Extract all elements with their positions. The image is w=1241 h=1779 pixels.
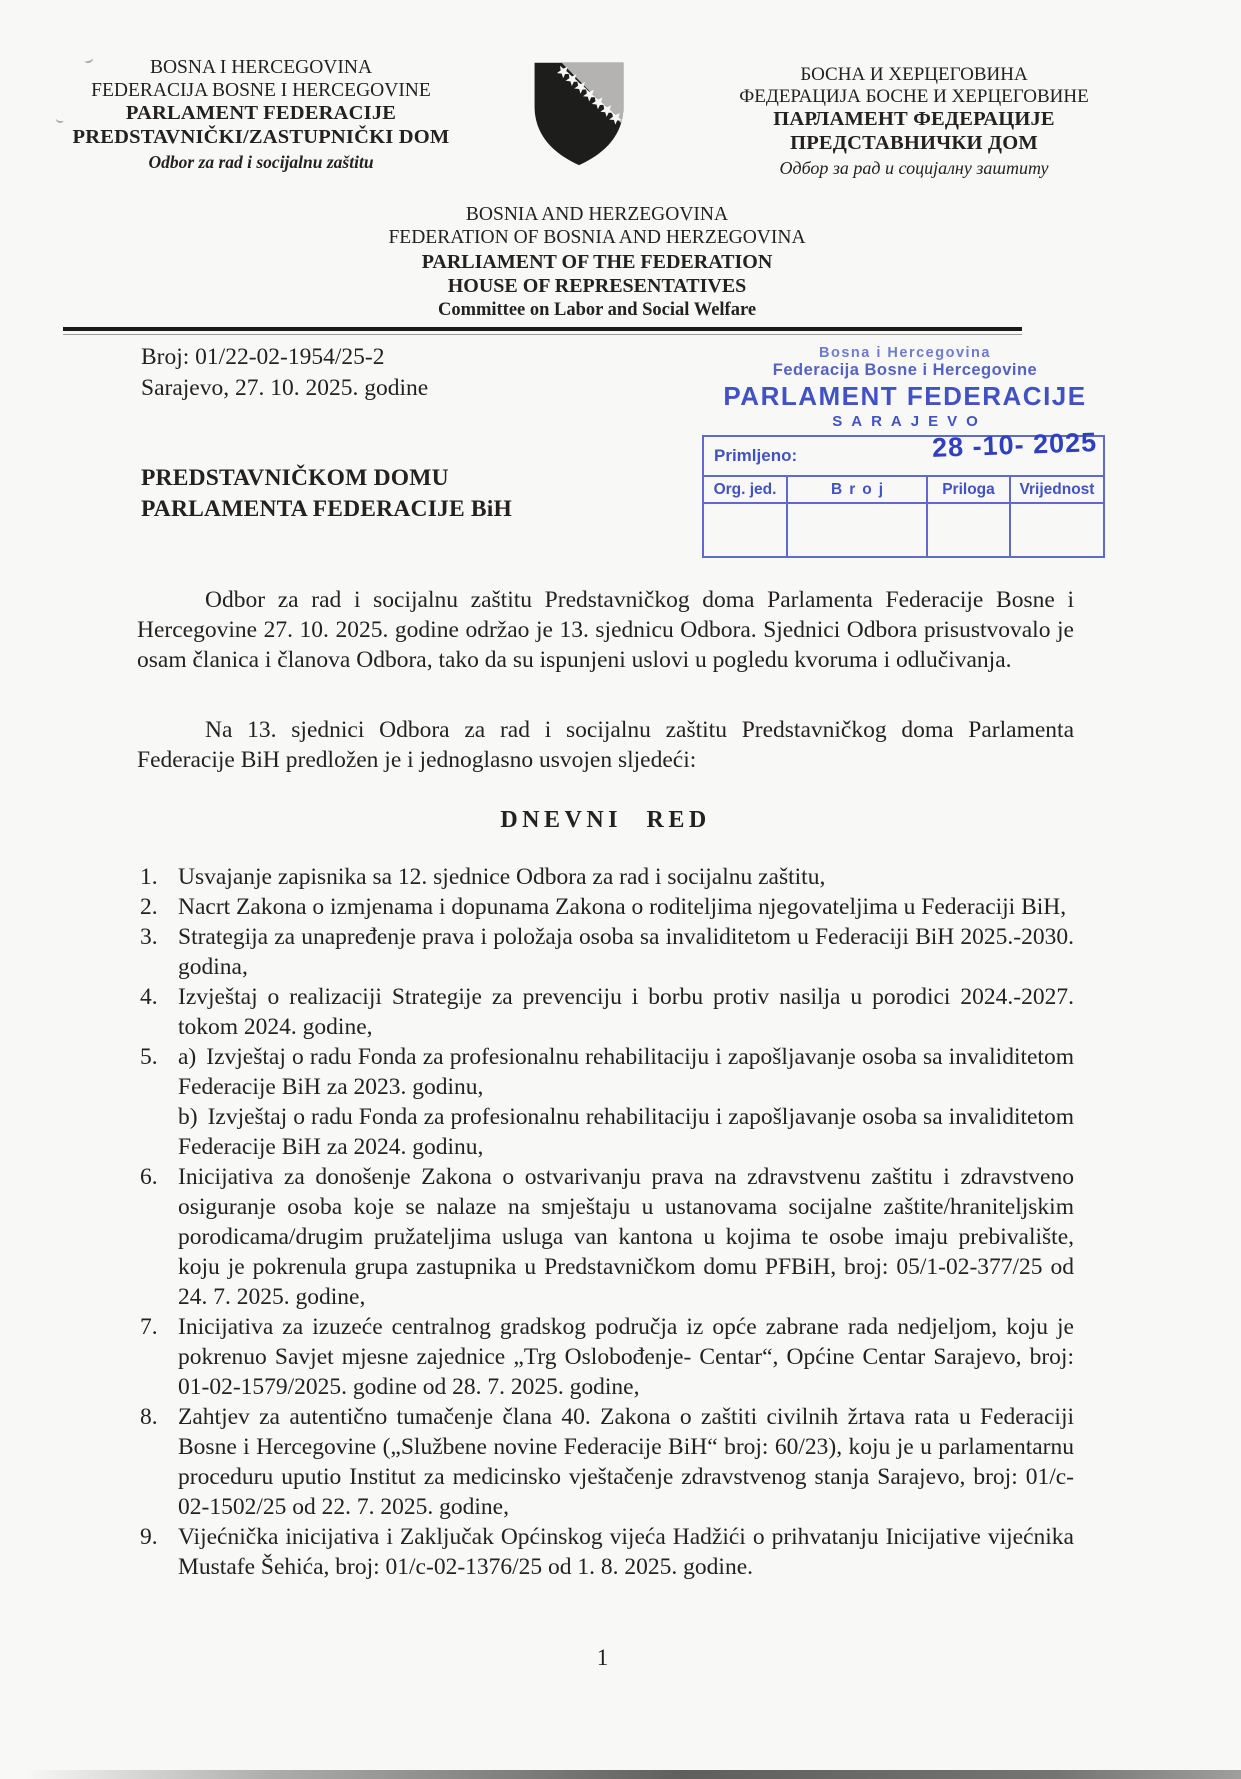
list-item — [137, 1402, 1074, 1522]
list-subitem — [178, 1042, 1074, 1102]
house-name-en: HOUSE OF REPRESENTATIVES — [447, 274, 747, 297]
federation-name-en: FEDERATION OF BOSNIA AND HERZEGOVINA — [388, 227, 806, 249]
stamp-empty-cell — [788, 504, 928, 556]
list-item-text: Nacrt Zakona o izmjenama i dopunama Zakona o roditeljima njegovateljima u Federaciji BiH, — [178, 894, 1067, 920]
scan-artifact — [55, 115, 64, 124]
stamp-federation: Federacija Bosne i Hercegovine — [772, 361, 1038, 379]
header-divider-rule — [63, 327, 1022, 335]
list-item-text: Usvajanje zapisnika sa 12. sjednice Odbora za rad i socijalnu zaštitu, — [178, 864, 826, 890]
document-meta — [141, 342, 428, 404]
document-number: Broj: 01/22-02-1954/25-2 — [141, 344, 385, 370]
parliament-name-en: PARLIAMENT OF THE FEDERATION — [421, 250, 773, 273]
stamp-empty-cell — [704, 504, 788, 556]
list-item-number: 1. — [140, 864, 158, 890]
received-stamp — [655, 340, 1155, 558]
stamp-empty-cell — [928, 504, 1011, 556]
list-item-text: Vijećnička inicijativa i Zaključak Općinskog vijeća Hadžići o prihvatanju Inicijative vijećnika Mustafe Šehića, broj: 01/c-02-1376/25 od 1. 8. 2025. godine. — [178, 1524, 1074, 1580]
list-item — [137, 1312, 1074, 1402]
list-item-text: Zahtjev za autentično tumačenje člana 40. Zakona o zaštiti civilnih žrtava rata u Federaciji Bosne i Hercegovine („Službene novine Federacije BiH“ broj: 60/23), koju je u parlamentarnu proceduru uputio Institut za medicinsko vještačenje zdravstvenog stanja Sarajevo, broj: 01/c-02-1502/25 od 22. 7. 2025. godine, — [178, 1404, 1074, 1520]
adoption-paragraph: Na 13. sjednici Odbora za rad i socijalnu zaštitu Predstavničkog doma Parlamenta Federacije BiH predložen je i jednoglasno usvojen sljedeći: — [137, 717, 1074, 773]
country-name-en: BOSNIA AND HERZEGOVINA — [465, 204, 729, 225]
stamp-empty-cell — [1011, 504, 1103, 556]
stamp-table-header — [704, 477, 1103, 504]
header-right-cyrillic — [688, 64, 1140, 178]
list-item-number: 3. — [140, 924, 158, 950]
document-date: Sarajevo, 27. 10. 2025. godine — [141, 375, 429, 401]
list-subitem-text: Izvještaj o radu Fonda za profesionalnu rehabilitaciju i zapošljavanje osoba sa invaliditetom Federacije BiH za 2023. godinu, — [178, 1044, 1074, 1100]
header-left-bosnian — [68, 57, 454, 172]
addressee-line-2: PARLAMENTA FEDERACIJE BiH — [141, 496, 513, 522]
coat-of-arms-icon — [523, 56, 635, 170]
list-subitem-label: b) — [178, 1104, 198, 1130]
list-subitem-text: Izvještaj o radu Fonda za profesionalnu rehabilitaciju i zapošljavanje osoba sa invaliditetom Federacije BiH za 2024. godinu, — [178, 1104, 1074, 1160]
list-item-number: 9. — [140, 1524, 158, 1550]
page-number: 1 — [596, 1645, 609, 1670]
stamp-table-empty-row — [704, 504, 1103, 556]
list-item — [137, 1162, 1074, 1312]
document-body — [137, 585, 1074, 1582]
stamp-col-broj: Broj — [788, 477, 928, 502]
federation-name-cyr: ФЕДЕРАЦИЈА БОСНЕ И ХЕРЦЕГОВИНЕ — [739, 86, 1089, 108]
list-item-number: 8. — [140, 1404, 158, 1430]
list-item — [137, 892, 1074, 922]
list-item-number: 4. — [140, 984, 158, 1010]
committee-name-cyr: Одбор за рад и социјалну заштиту — [779, 157, 1049, 178]
country-name: BOSNA I HERCEGOVINA — [149, 57, 373, 78]
committee-name: Odbor za rad i socijalnu zaštitu — [148, 151, 374, 172]
stamp-col-priloga: Priloga — [928, 477, 1011, 502]
stamp-city: SARAJEVO — [832, 413, 987, 430]
list-item-text — [178, 1042, 1074, 1162]
list-item-text: Strategija za unapređenje prava i položaja osoba sa invaliditetom u Federaciji BiH 2025.-2030. godina, — [178, 924, 1074, 980]
list-item — [137, 1042, 1074, 1162]
list-item-number: 6. — [140, 1164, 158, 1190]
stamp-date: 28 -10- 2025 — [931, 427, 1098, 463]
house-name-cyr: ПРЕДСТАВНИЧКИ ДОМ — [790, 131, 1038, 154]
stamp-parliament: PARLAMENT FEDERACIJE — [723, 381, 1087, 411]
parliament-name-cyr: ПАРЛАМЕНТ ФЕДЕРАЦИЈЕ — [773, 108, 1055, 131]
list-item-number: 7. — [140, 1314, 158, 1340]
federation-name: FEDERACIJA BOSNE I HERCEGOVINE — [91, 79, 431, 101]
stamp-received-label: Primljeno: — [714, 446, 798, 465]
stamp-col-org: Org. jed. — [704, 477, 788, 502]
country-name-cyr: БОСНА И ХЕРЦЕГОВИНА — [800, 64, 1028, 85]
list-item-text: Izvještaj o realizaciji Strategije za prevenciju i borbu protiv nasilja u porodici 2024.-2027. tokom 2024. godine, — [178, 984, 1074, 1040]
shield-graphic — [523, 56, 635, 170]
list-item — [137, 922, 1074, 982]
list-item — [137, 862, 1074, 892]
list-item — [137, 982, 1074, 1042]
header-center-english — [0, 203, 1194, 321]
stamp-country: Bosna i Hercegovina — [819, 345, 991, 361]
intro-paragraph: Odbor za rad i socijalnu zaštitu Predstavničkog doma Parlamenta Federacije Bosne i Hercegovine 27. 10. 2025. godine održao je 13. sjednicu Odbora. Sjednici Odbora prisustvovalo je osam članica i članova Odbora, tako da su ispunjeni uslovi u pogledu kvoruma i odlučivanja. — [137, 587, 1074, 673]
stamp-col-vrijednost: Vrijednost — [1019, 481, 1095, 498]
list-item-text: Inicijativa za donošenje Zakona o ostvarivanju prava na zdravstvenu zaštitu i zdravstveno osiguranje osoba koje se nalaze na smještaju u ustanovama socijalne zaštite/hraniteljskim porodicama/drugim pružateljima usluga van kantona u kojima te osobe imaju prebivalište, koju je pokrenula grupa zastupnika u Predstavničkom domu PFBiH, broj: 05/1-02-377/25 od 24. 7. 2025. godine, — [178, 1164, 1074, 1310]
parliament-name: PARLAMENT FEDERACIJE — [125, 102, 397, 125]
list-item-text: Inicijativa za izuzeće centralnog gradskog područja iz opće zabrane rada nedjeljom, koju je pokrenuo Savjet mjesne zajednice „Trg Oslobođenje- Centar“, Općine Centar Sarajevo, broj: 01-02-1579/2025. godine od 28. 7. 2025. godine, — [178, 1314, 1074, 1400]
addressee-block — [141, 463, 512, 525]
committee-name-en: Committee on Labor and Social Welfare — [437, 299, 757, 320]
agenda-title: DNEVNI RED — [500, 807, 711, 833]
list-item-number: 5. — [140, 1044, 158, 1070]
agenda-list — [137, 862, 1074, 1582]
list-item — [137, 1522, 1074, 1582]
house-name: PREDSTAVNIČKI/ZASTUPNIČKI DOM — [72, 125, 450, 148]
list-subitem-label: a) — [178, 1044, 197, 1070]
addressee-line-1: PREDSTAVNIČKOM DOMU — [141, 465, 449, 491]
stamp-table — [702, 427, 1105, 558]
list-subitem — [178, 1102, 1074, 1162]
scan-bottom-edge — [0, 1770, 1241, 1779]
list-item-number: 2. — [140, 894, 158, 920]
